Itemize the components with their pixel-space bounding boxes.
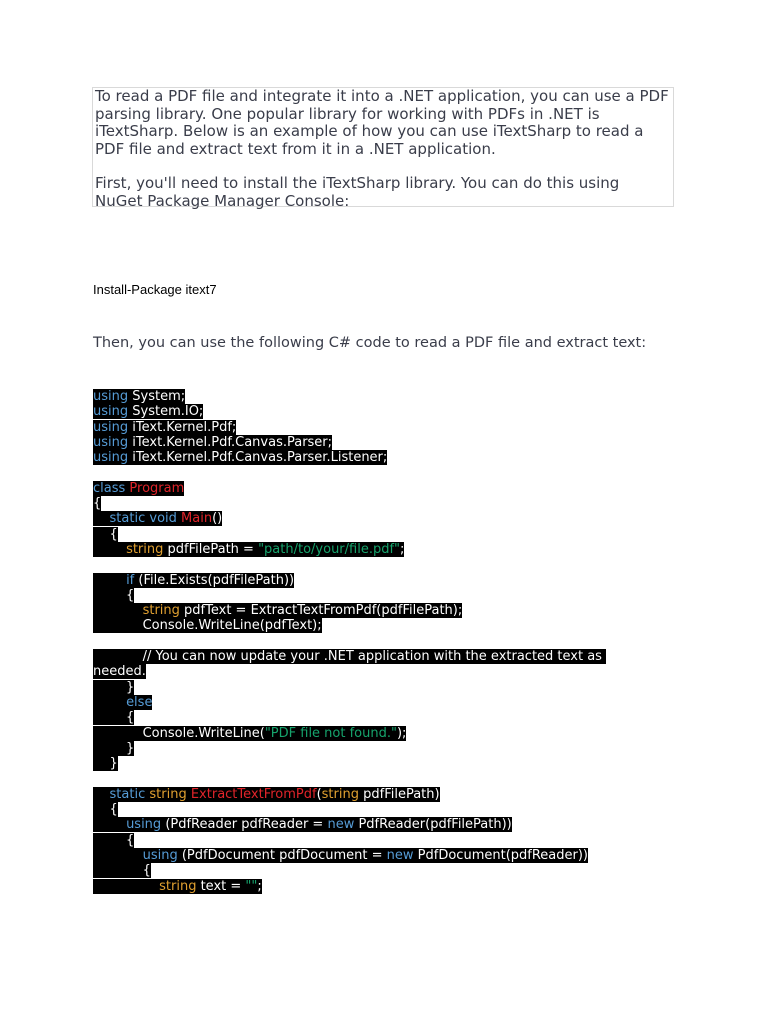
code-token: ); bbox=[396, 725, 407, 741]
code-token: PdfReader(pdfFilePath)) bbox=[354, 817, 512, 833]
install-instruction-paragraph: First, you'll need to install the iTextSharp library. You can do this using NuGet Package Manager Console: bbox=[95, 174, 620, 210]
code-line bbox=[93, 649, 653, 664]
code-line bbox=[93, 634, 653, 649]
code-token: System; bbox=[128, 389, 186, 404]
code-line-highlight bbox=[93, 664, 146, 679]
code-token bbox=[93, 603, 143, 618]
install-command: Install-Package itext7 bbox=[93, 282, 217, 297]
code-token: using bbox=[93, 404, 129, 420]
code-line bbox=[93, 420, 653, 435]
code-token: class bbox=[93, 480, 126, 496]
code-line bbox=[93, 450, 653, 465]
code-token: System.IO; bbox=[128, 404, 204, 420]
code-token bbox=[93, 542, 126, 557]
code-line-highlight bbox=[93, 481, 184, 496]
code-block bbox=[93, 389, 653, 894]
code-token: using bbox=[93, 419, 129, 435]
code-line bbox=[93, 710, 653, 725]
code-line-highlight bbox=[93, 450, 387, 465]
code-line-highlight bbox=[93, 496, 101, 511]
code-line bbox=[93, 481, 653, 496]
code-token: { bbox=[93, 863, 151, 879]
code-token bbox=[93, 817, 126, 832]
code-token: string bbox=[126, 541, 164, 557]
code-token bbox=[93, 573, 126, 588]
code-line-highlight bbox=[93, 879, 262, 894]
code-token: if bbox=[126, 572, 135, 588]
code-line-highlight bbox=[93, 833, 134, 848]
code-token: static bbox=[109, 511, 146, 527]
code-token: new bbox=[327, 817, 355, 833]
code-line-highlight bbox=[93, 680, 134, 695]
code-token: { bbox=[93, 526, 118, 542]
code-intro-text: Then, you can use the following C# code to read a PDF file and extract text: bbox=[93, 335, 647, 351]
code-token bbox=[93, 511, 110, 526]
code-token: static bbox=[109, 786, 146, 802]
code-token: { bbox=[93, 587, 135, 603]
code-token: } bbox=[93, 679, 135, 695]
code-line-highlight bbox=[93, 404, 203, 419]
code-token: PdfDocument(pdfReader)) bbox=[413, 847, 588, 863]
code-token: ; bbox=[257, 878, 262, 894]
code-line-highlight bbox=[93, 863, 151, 878]
code-line bbox=[93, 695, 653, 710]
code-token: text = bbox=[196, 878, 246, 894]
code-line bbox=[93, 787, 653, 802]
code-token: needed. bbox=[93, 664, 146, 680]
code-token: "" bbox=[245, 878, 258, 894]
code-line bbox=[93, 404, 653, 419]
code-line bbox=[93, 879, 653, 894]
intro-paragraph: To read a PDF file and integrate it into a .NET application, you can use a PDF parsing library. One popular library for working with PDFs in .NET is iTextSharp. Below is an example of how you can use iTextSharp to read a PDF file and extract text from it in a .NET application. bbox=[95, 87, 669, 158]
code-line-highlight bbox=[93, 817, 512, 832]
code-line bbox=[93, 588, 653, 603]
code-line bbox=[93, 618, 653, 633]
code-token: string bbox=[321, 786, 359, 802]
code-token: { bbox=[93, 832, 135, 848]
code-token: (PdfReader pdfReader = bbox=[161, 817, 328, 833]
code-line bbox=[93, 435, 653, 450]
code-token: pdfFilePath = bbox=[163, 541, 259, 557]
code-line bbox=[93, 557, 653, 572]
code-line bbox=[93, 863, 653, 878]
code-token: string bbox=[159, 878, 197, 894]
code-token: new bbox=[386, 847, 414, 863]
code-line bbox=[93, 465, 653, 480]
code-line-highlight bbox=[93, 435, 332, 450]
code-token: iText.Kernel.Pdf; bbox=[128, 419, 237, 435]
code-line-highlight bbox=[93, 420, 236, 435]
code-line-highlight bbox=[93, 618, 322, 633]
code-line-highlight bbox=[93, 389, 185, 404]
code-token: { bbox=[93, 802, 118, 818]
code-line bbox=[93, 802, 653, 817]
code-token: void bbox=[149, 511, 177, 527]
code-token: iText.Kernel.Pdf.Canvas.Parser; bbox=[128, 434, 333, 450]
code-token: string bbox=[142, 603, 180, 619]
code-line bbox=[93, 771, 653, 786]
code-token: Console.WriteLine( bbox=[93, 725, 265, 741]
code-token: { bbox=[93, 710, 135, 726]
intro-text-box bbox=[92, 87, 674, 210]
code-token: () bbox=[212, 511, 223, 527]
code-token: using bbox=[93, 450, 129, 466]
code-line bbox=[93, 680, 653, 695]
code-token: "path/to/your/file.pdf" bbox=[258, 541, 401, 557]
code-token bbox=[93, 879, 159, 894]
code-line bbox=[93, 389, 653, 404]
code-token: } bbox=[93, 756, 118, 772]
code-line-highlight bbox=[93, 511, 222, 526]
code-token: using bbox=[93, 389, 129, 404]
code-token: using bbox=[142, 847, 178, 863]
code-token: ; bbox=[400, 541, 405, 557]
code-token: ( bbox=[316, 786, 322, 802]
code-token: Program bbox=[129, 480, 185, 496]
code-line bbox=[93, 756, 653, 771]
code-line-highlight bbox=[93, 542, 404, 557]
code-token: (File.Exists(pdfFilePath)) bbox=[134, 572, 295, 588]
code-line-highlight bbox=[93, 848, 588, 863]
code-line bbox=[93, 527, 653, 542]
code-token bbox=[93, 695, 126, 710]
code-line-highlight bbox=[93, 741, 134, 756]
code-line-highlight bbox=[93, 726, 406, 741]
code-token: // You can now update your .NET application with the extracted text as bbox=[93, 649, 607, 665]
code-token: ExtractTextFromPdf bbox=[190, 786, 317, 802]
code-line-highlight bbox=[93, 695, 152, 710]
code-line bbox=[93, 848, 653, 863]
code-token: using bbox=[126, 817, 162, 833]
code-line bbox=[93, 664, 653, 679]
code-line-highlight bbox=[93, 756, 118, 771]
code-token bbox=[93, 848, 143, 863]
code-line bbox=[93, 573, 653, 588]
code-token: { bbox=[93, 496, 102, 512]
code-token: (PdfDocument pdfDocument = bbox=[177, 847, 387, 863]
code-token: iText.Kernel.Pdf.Canvas.Parser.Listener; bbox=[128, 450, 388, 466]
code-line-highlight bbox=[93, 588, 134, 603]
code-line bbox=[93, 741, 653, 756]
code-line-highlight bbox=[93, 787, 440, 802]
code-line bbox=[93, 496, 653, 511]
code-line-highlight bbox=[93, 649, 606, 664]
code-line bbox=[93, 726, 653, 741]
code-line-highlight bbox=[93, 802, 118, 817]
code-token: Console.WriteLine(pdfText); bbox=[93, 618, 322, 634]
code-token: pdfText = ExtractTextFromPdf(pdfFilePath); bbox=[179, 603, 463, 619]
code-line bbox=[93, 817, 653, 832]
code-line bbox=[93, 603, 653, 618]
code-token bbox=[93, 787, 110, 802]
code-line bbox=[93, 511, 653, 526]
code-line-highlight bbox=[93, 710, 134, 725]
code-line bbox=[93, 833, 653, 848]
code-token: "PDF file not found." bbox=[264, 725, 397, 741]
code-token: pdfFilePath) bbox=[358, 786, 440, 802]
code-line-highlight bbox=[93, 573, 294, 588]
code-token: Main bbox=[181, 511, 213, 527]
code-line-highlight bbox=[93, 603, 462, 618]
code-token: using bbox=[93, 434, 129, 450]
code-token: } bbox=[93, 740, 135, 756]
code-token: else bbox=[126, 694, 153, 710]
code-token: string bbox=[149, 786, 187, 802]
code-line-highlight bbox=[93, 527, 118, 542]
code-line bbox=[93, 542, 653, 557]
